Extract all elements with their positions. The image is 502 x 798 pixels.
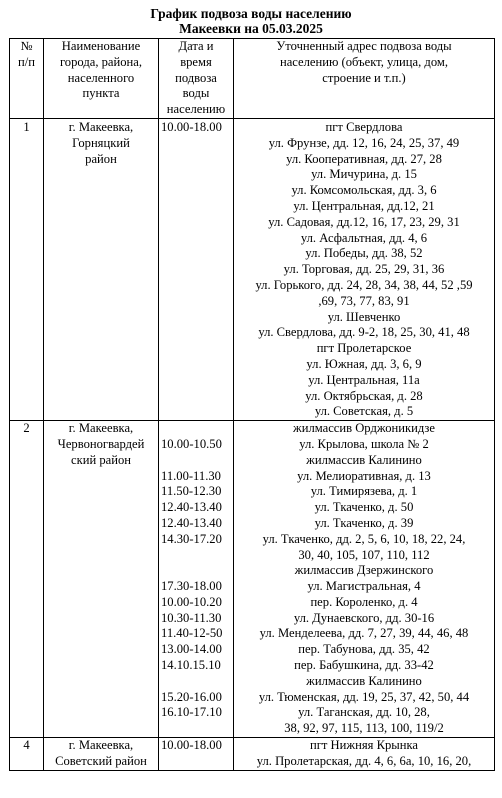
time-line: 10.00-18.00 [161,119,222,134]
table-row [10,738,495,771]
address-line: ул. Центральная, 11а [308,372,420,387]
row-addresses [234,421,495,738]
address-line: пгт Свердлова [325,119,403,134]
time-line [161,548,231,564]
header-time-line: населению [166,102,226,117]
time-line [161,453,231,469]
time-line: 10.00-10.20 [161,594,222,609]
address-line: ул. Крылова, школа № 2 [299,436,429,451]
address-line: жилмассив Калинино [306,673,422,688]
address-line: ул. Ткаченко, д. 50 [314,500,414,515]
header-time [159,39,234,119]
address-line: ул. Дунаевского, дд. 30-16 [293,610,435,625]
address-line: ул. Ткаченко, д. 39 [314,515,414,530]
city-line: район [85,151,117,166]
address-line: ул. Асфальтная, дд. 4, 6 [300,230,428,245]
time-line: 11.00-11.30 [161,468,221,483]
header-num-line: № [20,39,33,53]
address-line: ул. Октябрьская, д. 28 [305,388,423,403]
city-line: г. Макеевка, [68,119,134,134]
header-city-line: пункта [82,86,120,101]
header-address-line: населению (объект, улица, дом, [279,54,449,69]
address-line: ул. Центральная, дд.12, 21 [293,198,435,213]
city-line: г. Макеевка, [68,421,134,436]
address-line: пер. Короленко, д. 4 [310,594,418,609]
address-line: пер. Табунова, дд. 35, 42 [298,642,430,657]
time-line: 13.00-14.00 [161,642,222,657]
time-line: 10.30-11.30 [161,610,222,625]
header-city-line: Наименование [61,39,141,53]
header-num-line: п/п [18,54,35,69]
row-city [44,738,159,771]
address-line: ,69, 73, 77, 83, 91 [318,293,410,308]
table-header-row [10,39,495,119]
header-time-line: подвоза [175,70,217,85]
address-line: ул. Садовая, дд.12, 16, 17, 23, 29, 31 [268,214,460,229]
row-times [159,421,234,738]
address-line: жилмассив Дзержинского [294,563,434,578]
time-line [161,721,231,737]
address-line: ул. Менделеева, дд. 7, 27, 39, 44, 46, 48 [259,626,469,641]
address-line: ул. Таганская, дд. 10, 28, [298,705,430,720]
city-line: ский район [71,452,131,467]
header-time-line: воды [182,86,210,101]
city-line: Горняцкий [72,135,130,150]
address-line: 38, 92, 97, 115, 113, 100, 119/2 [284,721,444,736]
time-line: 11.40-12-50 [161,626,223,641]
header-num [10,39,44,119]
row-times [159,738,234,771]
address-line: пгт Нижняя Крынка [310,738,418,753]
row-addresses [234,738,495,771]
address-line: ул. Советская, д. 5 [314,404,414,419]
title-line-2: Макеевки на 05.03.2025 [179,21,323,36]
row-addresses [234,118,495,420]
title-line-1: График подвоза воды населению [150,6,352,21]
header-address [234,39,495,119]
address-line: ул. Кооперативная, дд. 27, 28 [286,151,442,166]
time-line: 16.10-17.10 [161,705,222,720]
address-line: ул. Ткаченко, дд. 2, 5, 6, 10, 18, 22, 24, [262,531,466,546]
address-line: жилмассив Калинино [306,452,422,467]
header-city [44,39,159,119]
city-line: Червоногвардей [57,436,145,451]
header-time-line: время [180,54,212,69]
address-line: ул. Тюменская, дд. 19, 25, 37, 42, 50, 44 [258,689,470,704]
time-line: 10.00-10.50 [161,436,222,451]
address-line: пгт Пролетарское [316,341,412,356]
time-line [161,674,231,690]
address-line: ул. Мелиоративная, д. 13 [297,468,431,483]
address-line: жилмассив Орджоникидзе [293,421,435,436]
city-line: Советский район [55,753,147,768]
row-number: 2 [10,421,44,738]
header-city-line: населенного [67,70,135,85]
time-line: 11.50-12.30 [161,484,222,499]
table-row [10,118,495,420]
time-line [161,563,231,579]
header-address-line: строение и т.п.) [322,70,406,85]
address-line: ул. Комсомольская, дд. 3, 6 [291,183,437,198]
row-number: 4 [10,738,44,771]
time-line: 12.40-13.40 [161,515,222,530]
address-line: ул. Горького, дд. 24, 28, 34, 38, 44, 52 ,59 [255,277,473,292]
time-line: 15.20-16.00 [161,689,222,704]
time-line: 17.30-18.00 [161,579,222,594]
header-time-line: Дата и [178,39,214,53]
time-line: 14.30-17.20 [161,531,222,546]
address-line: ул. Тимирязева, д. 1 [310,484,418,499]
address-line: 30, 40, 105, 107, 110, 112 [298,547,430,562]
address-line: ул. Фрунзе, дд. 12, 16, 24, 25, 37, 49 [268,135,460,150]
row-times [159,118,234,420]
address-line: ул. Свердлова, дд. 9-2, 18, 25, 30, 41, 48 [258,325,470,340]
address-line: пер. Бабушкина, дд. 33-42 [294,658,434,673]
time-line: 10.00-18.00 [161,738,222,753]
header-address-line: Уточненный адрес подвоза воды [276,39,452,53]
table-row [10,421,495,738]
address-line: ул. Мичурина, д. 15 [311,167,417,182]
row-city [44,421,159,738]
row-city [44,118,159,420]
header-city-line: города, района, [59,54,143,69]
address-line: ул. Пролетарская, дд. 4, 6, 6а, 10, 16, 20, [256,753,472,768]
address-line: ул. Магистральная, 4 [307,579,421,594]
address-line: ул. Южная, дд. 3, 6, 9 [306,356,422,371]
time-line: 14.10.15.10 [161,658,221,673]
document-title [0,6,502,36]
address-line: ул. Шевченко [327,309,401,324]
water-delivery-table [9,38,495,771]
row-number: 1 [10,118,44,420]
city-line: г. Макеевка, [68,738,134,753]
table-body [10,118,495,770]
time-line: 12.40-13.40 [161,500,222,515]
time-line [161,421,231,437]
address-line: ул. Победы, дд. 38, 52 [305,246,423,261]
address-line: ул. Торговая, дд. 25, 29, 31, 36 [283,262,445,277]
